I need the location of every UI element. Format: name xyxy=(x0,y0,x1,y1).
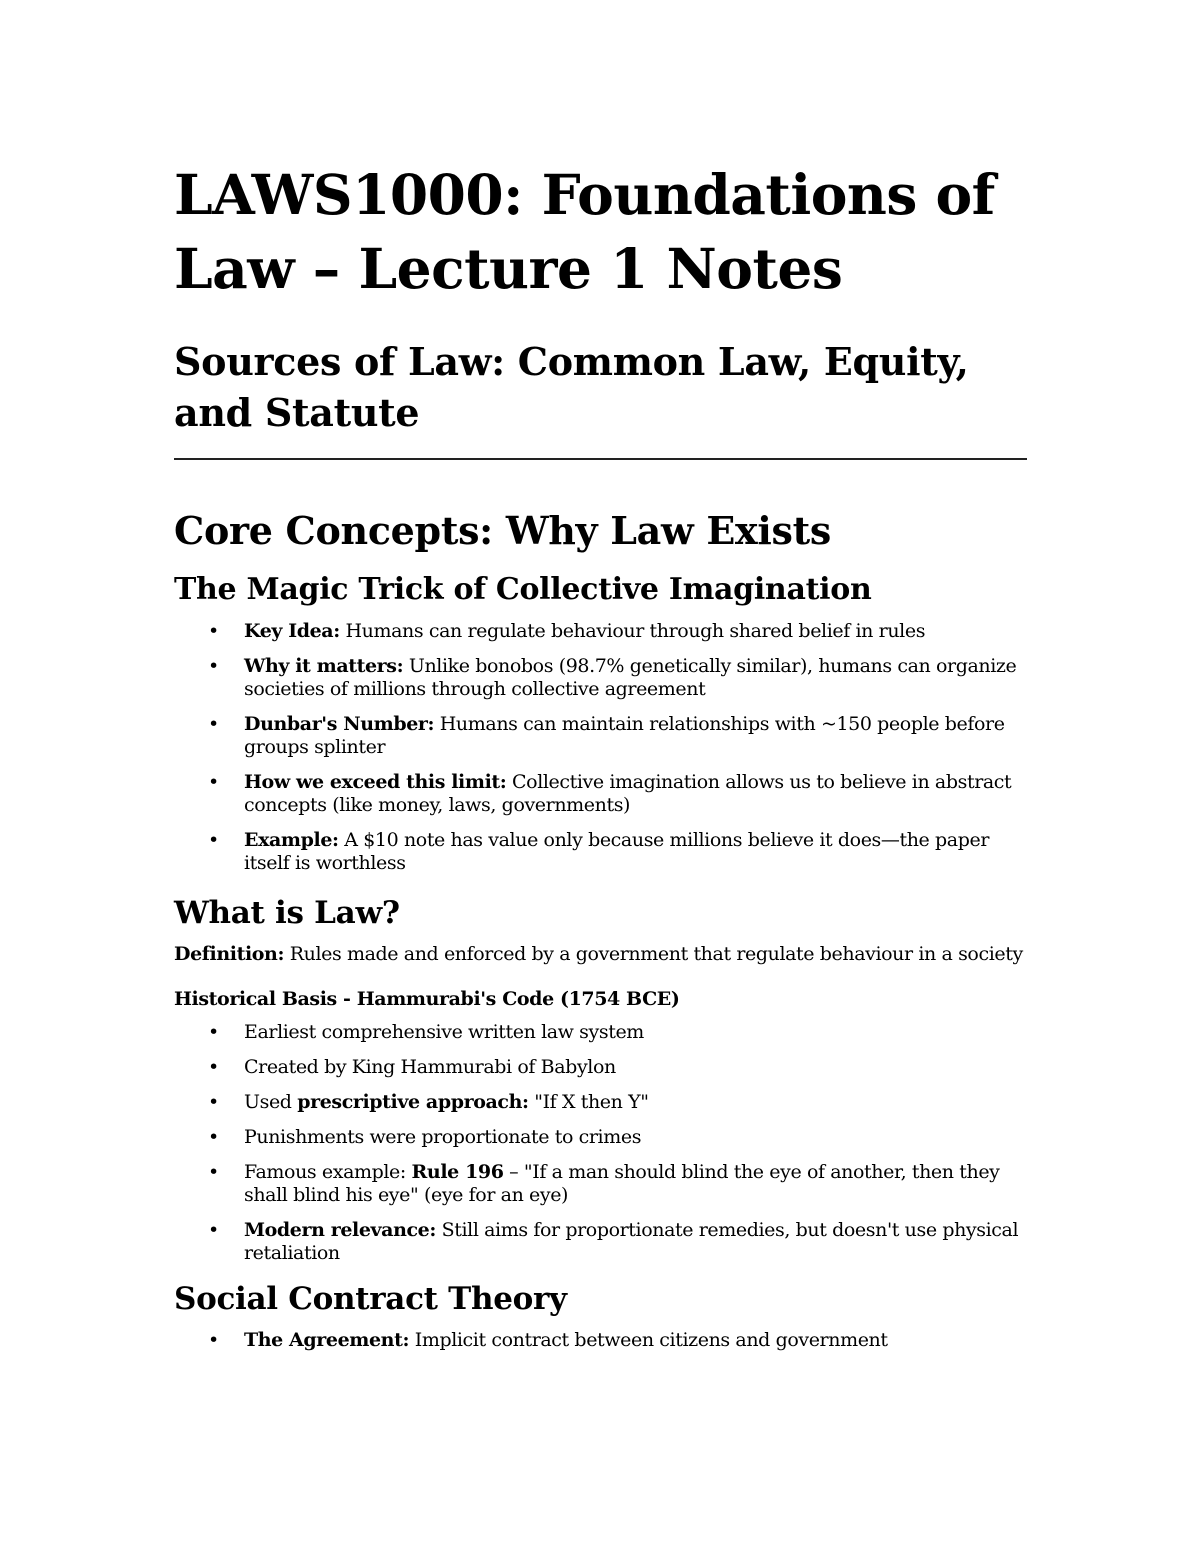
item-label: Example: xyxy=(244,829,339,851)
item-text: Implicit contract between citizens and government xyxy=(409,1329,888,1351)
list-item xyxy=(174,655,1027,701)
bullet-icon: • xyxy=(208,713,219,735)
list-item xyxy=(174,1161,1027,1207)
bullet-icon: • xyxy=(208,1091,219,1113)
list-item xyxy=(174,771,1027,817)
item-label: How we exceed this limit: xyxy=(244,771,507,793)
bullet-icon: • xyxy=(208,1126,219,1148)
bullet-icon: • xyxy=(208,771,219,793)
bullet-icon: • xyxy=(208,655,219,677)
item-text: Still aims for proportionate remedies, but doesn't use physical retaliation xyxy=(244,1219,1019,1264)
definition-paragraph xyxy=(174,943,1027,966)
document-subtitle: Sources of Law: Common Law, Equity, and Statute xyxy=(174,339,969,435)
item-text: Humans can maintain relationships with ~150 people before groups splinter xyxy=(244,713,1005,758)
subsection-heading-magic-trick: The Magic Trick of Collective Imagination xyxy=(174,572,872,607)
item-label: prescriptive approach: xyxy=(297,1091,529,1113)
list-item xyxy=(174,1219,1027,1265)
magic-trick-list xyxy=(174,620,1027,875)
hammurabi-list xyxy=(174,1021,1027,1265)
section-heading-what-is-law: What is Law? xyxy=(174,895,400,931)
item-text: Unlike bonobos (98.7% genetically similar), humans can organize societies of millions through collective agreement xyxy=(244,655,1017,700)
section-heading-core-concepts: Core Concepts: Why Law Exists xyxy=(174,508,831,553)
item-label: Key Idea: xyxy=(244,620,340,642)
item-text: Created by King Hammurabi of Babylon xyxy=(244,1056,616,1078)
bullet-icon: • xyxy=(208,1329,219,1351)
social-contract-list xyxy=(174,1329,1027,1352)
list-item xyxy=(174,1329,1027,1352)
bullet-icon: • xyxy=(208,1219,219,1241)
item-label: Modern relevance: xyxy=(244,1219,436,1241)
bullet-icon: • xyxy=(208,1021,219,1043)
list-item xyxy=(174,1021,1027,1044)
item-text: "If X then Y" xyxy=(528,1091,649,1113)
list-item xyxy=(174,829,1027,875)
item-label: Rule 196 xyxy=(411,1161,504,1183)
historical-basis-label: Historical Basis - Hammurabi's Code (1754 BCE) xyxy=(174,988,680,1010)
document-title: LAWS1000: Foundations of Law – Lecture 1 Notes xyxy=(174,162,995,301)
bullet-icon: • xyxy=(208,1161,219,1183)
list-item xyxy=(174,1126,1027,1149)
document-page xyxy=(174,158,1027,1364)
item-text: – "If a man should blind the eye of another, then they shall blind his eye" (eye for an eye) xyxy=(244,1161,1000,1206)
list-item xyxy=(174,713,1027,759)
item-text: Used xyxy=(244,1091,298,1113)
item-label: The Agreement: xyxy=(244,1329,410,1351)
item-text: A $10 note has value only because millions believe it does—the paper itself is worthless xyxy=(244,829,990,874)
item-text: Humans can regulate behaviour through shared belief in rules xyxy=(339,620,926,642)
list-item xyxy=(174,620,1027,643)
bullet-icon: • xyxy=(208,620,219,642)
definition-label: Definition: xyxy=(174,943,285,965)
bullet-icon: • xyxy=(208,829,219,851)
item-text: Earliest comprehensive written law system xyxy=(244,1021,644,1043)
definition-text: Rules made and enforced by a government that regulate behaviour in a society xyxy=(284,943,1023,965)
item-label: Dunbar's Number: xyxy=(244,713,435,735)
item-label: Why it matters: xyxy=(244,655,404,677)
item-text: Punishments were proportionate to crimes xyxy=(244,1126,642,1148)
list-item xyxy=(174,1056,1027,1079)
list-item xyxy=(174,1091,1027,1114)
horizontal-rule xyxy=(174,458,1027,460)
item-text: Collective imagination allows us to believe in abstract concepts (like money, laws, governments) xyxy=(244,771,1012,816)
section-heading-social-contract: Social Contract Theory xyxy=(174,1281,567,1317)
item-text: Famous example: xyxy=(244,1161,412,1183)
bullet-icon: • xyxy=(208,1056,219,1078)
